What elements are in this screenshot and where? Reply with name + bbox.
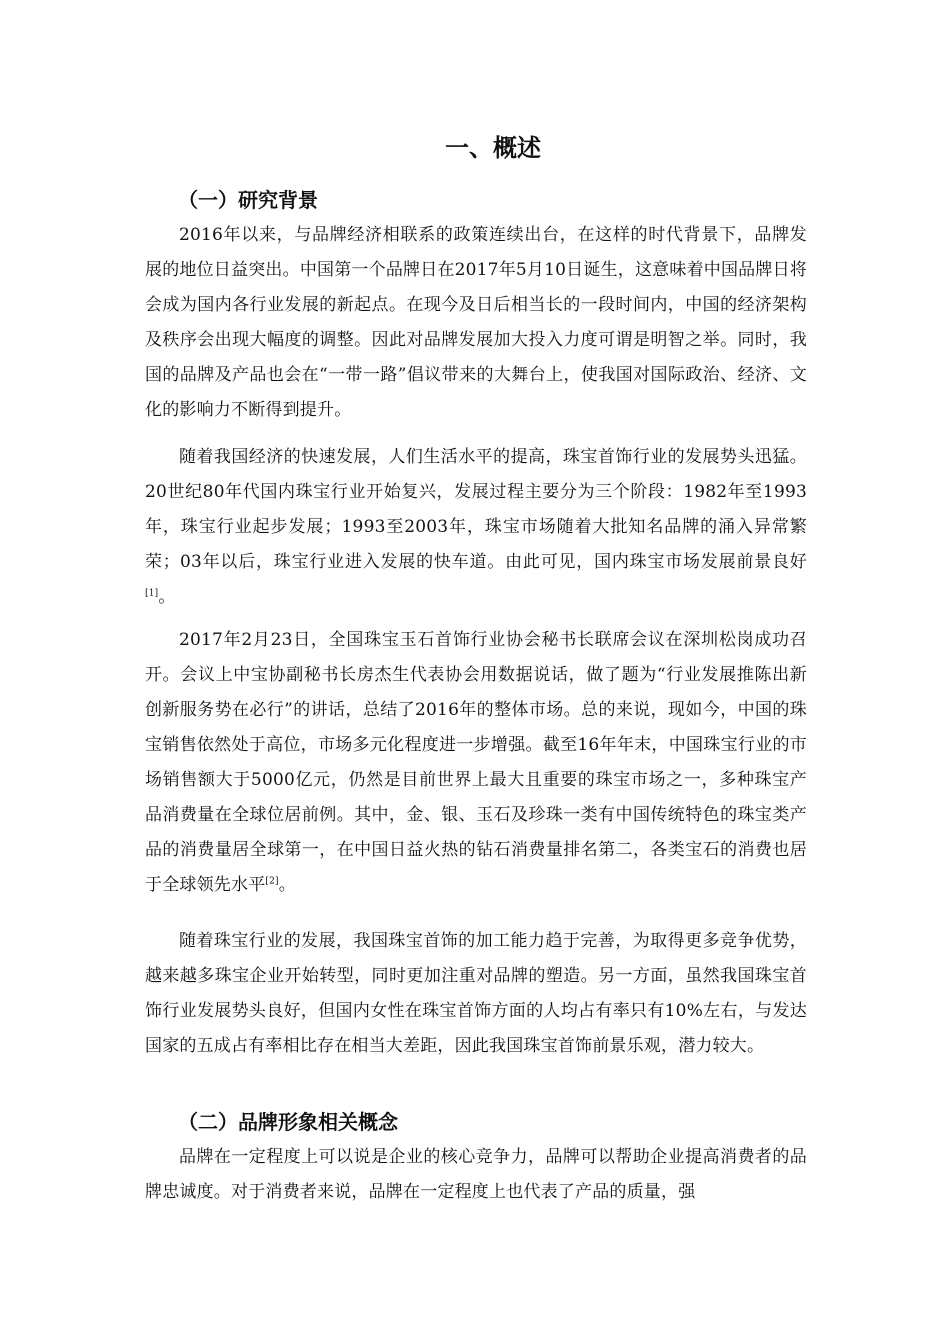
body-paragraph (145, 440, 807, 615)
body-paragraph (145, 1140, 807, 1210)
paragraph-text: 品牌在一定程度上可以说是企业的核心竞争力，品牌可以帮助企业提高消费者的品牌忠诚度。对于消费者来说，品牌在一定程度上也代表了产品的质量，强 (145, 1147, 807, 1202)
paragraph-text: 2016年以来，与品牌经济相联系的政策连续出台，在这样的时代背景下，品牌发展的地位日益突出。中国第一个品牌日在2017年5月10日诞生，这意味着中国品牌日将会成为国内各行业发展的新起点。在现今及日后相当长的一段时间内，中国的经济架构及秩序会出现大幅度的调整。因此对品牌发展加大投入力度可谓是明智之举。同时，我国的品牌及产品也会在“一带一路”倡议带来的大舞台上，使我国对国际政治、经济、文化的影响力不断得到提升。 (145, 225, 807, 420)
body-paragraph (145, 623, 807, 903)
paragraph-text: 2017年2月23日，全国珠宝玉石首饰行业协会秘书长联席会议在深圳松岗成功召开。会议上中宝协副秘书长房杰生代表协会用数据说话，做了题为“行业发展推陈出新创新服务势在必行”的讲话，总结了2016年的整体市场。总的来说，现如今，中国的珠宝销售依然处于高位，市场多元化程度进一步增强。截至16年年末，中国珠宝行业的市场销售额大于5000亿元，仍然是目前世界上最大且重要的珠宝市场之一，多种珠宝产品消费量在全球位居前例。其中，金、银、玉石及珍珠一类有中国传统特色的珠宝类产品的消费量居全球第一，在中国日益火热的钻石消费量排名第二，各类宝石的消费也居于全球领先水平 (145, 630, 807, 895)
section-heading-brand-image-concepts: （二）品牌形象相关概念 (178, 1110, 398, 1134)
body-paragraph (145, 924, 807, 1064)
paragraph-tail: 。 (158, 587, 176, 607)
paragraph-tail: 。 (278, 875, 296, 895)
citation-marker[interactable]: [1] (145, 588, 159, 599)
citation-marker[interactable]: [2] (265, 876, 279, 887)
section-heading-research-background: （一）研究背景 (178, 188, 318, 212)
paragraph-text: 随着珠宝行业的发展，我国珠宝首饰的加工能力趋于完善，为取得更多竞争优势，越来越多珠宝企业开始转型，同时更加注重对品牌的塑造。另一方面，虽然我国珠宝首饰行业发展势头良好，但国内女性在珠宝首饰方面的人均占有率只有10%左右，与发达国家的五成占有率相比存在相当大差距，因此我国珠宝首饰前景乐观，潜力较大。 (145, 931, 807, 1056)
body-paragraph (145, 218, 807, 428)
paragraph-text: 随着我国经济的快速发展，人们生活水平的提高，珠宝首饰行业的发展势头迅猛。20世纪80年代国内珠宝行业开始复兴，发展过程主要分为三个阶段：1982年至1993年，珠宝行业起步发展；1993至2003年，珠宝市场随着大批知名品牌的涌入异常繁荣；03年以后，珠宝行业进入发展的快车道。由此可见，国内珠宝市场发展前景良好 (145, 447, 807, 572)
chapter-title: 一、概述 (445, 134, 541, 162)
